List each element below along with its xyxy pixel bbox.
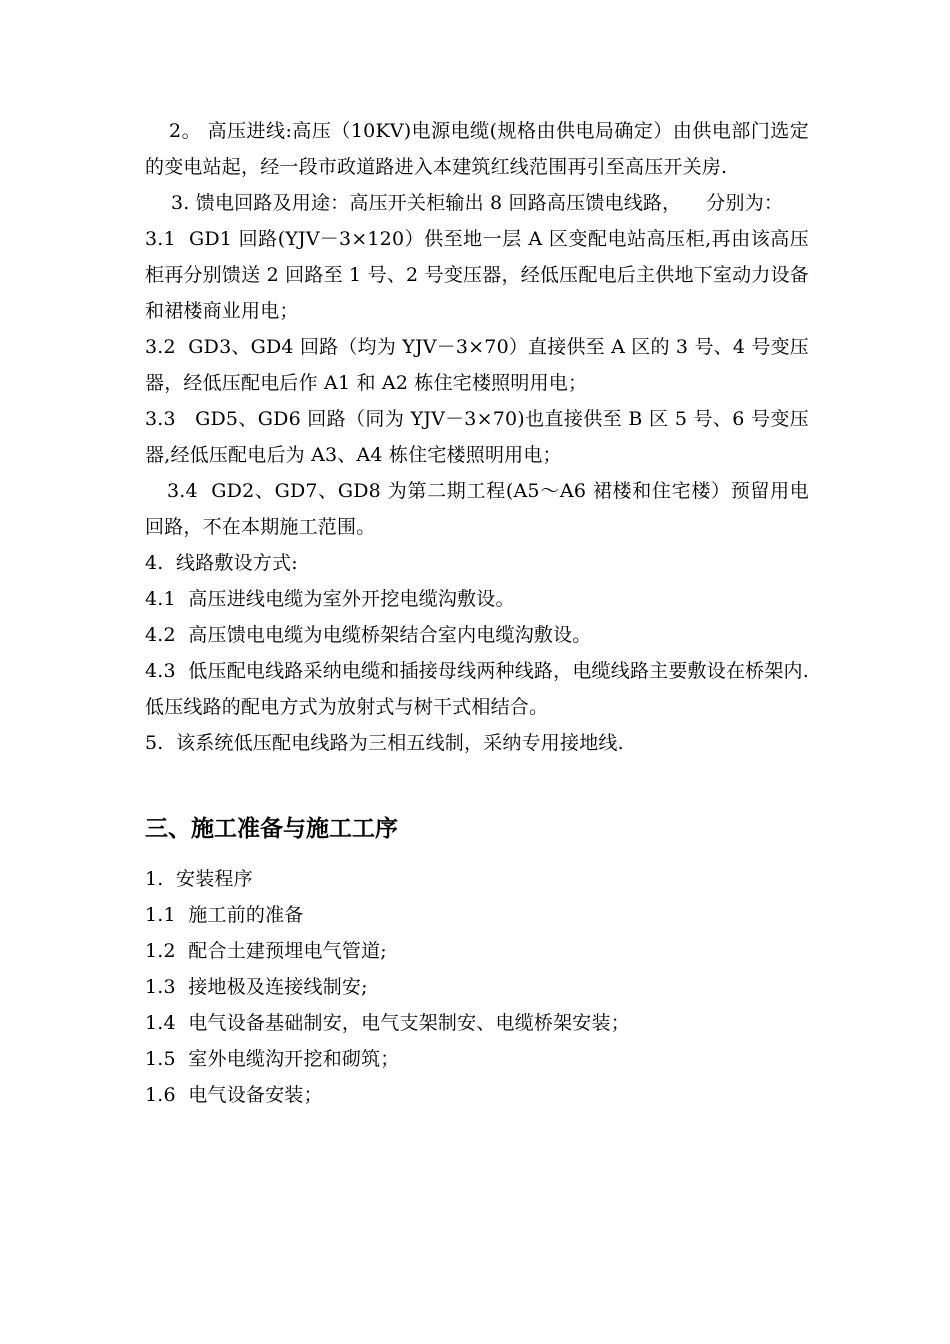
- list-item-1-1: 1.1 施工前的准备: [145, 904, 304, 926]
- list-item-1: 1. 安装程序: [145, 868, 253, 890]
- paragraph-3-3: 3.3 GD5、GD6 回路（同为 YJV－3×70)也直接供至 B 区 5 号、6 号变压器,经低压配电后为 A3、A4 栋住宅楼照明用电；: [145, 408, 809, 466]
- paragraph-5: 5. 该系统低压配电线路为三相五线制，采纳专用接地线.: [145, 732, 624, 754]
- paragraph-feeder-circuits: 3. 馈电回路及用途：高压开关柜输出 8 回路高压馈电线路， 分别为：: [171, 192, 784, 214]
- list-item-1-5: 1.5 室外电缆沟开挖和砌筑；: [145, 1048, 400, 1070]
- paragraph-4-1: 4.1 高压进线电缆为室外开挖电缆沟敷设。: [145, 588, 515, 610]
- document-page: [145, 113, 809, 1113]
- paragraph-4-3: 4.3 低压配电线路采纳电缆和插接母线两种线路，电缆线路主要敷设在桥架内.低压线路的配电方式为放射式与树干式相结合。: [145, 660, 809, 718]
- list-item-1-4: 1.4 电气设备基础制安，电气支架制安、电缆桥架安装；: [145, 1012, 630, 1034]
- list-item-1-6: 1.6 电气设备安装；: [145, 1084, 323, 1106]
- paragraph-3-1: 3.1 GD1 回路(YJV－3×120）供至地一层 A 区变配电站高压柜,再由该高压柜再分别馈送 2 回路至 1 号、2 号变压器，经低压配电后主供地下室动力设备和裙楼商业用电；: [145, 228, 809, 322]
- list-item-1-2: 1.2 配合土建预埋电气管道;: [145, 940, 387, 962]
- paragraph-3-4: 3.4 GD2、GD7、GD8 为第二期工程(A5～A6 裙楼和住宅楼）预留用电回路，不在本期施工范围。: [145, 480, 809, 538]
- section-heading: 三、施工准备与施工工序: [145, 816, 398, 842]
- paragraph-high-voltage-incoming: 2。 高压进线:高压（10KV)电源电缆(规格由供电局确定）由供电部门选定的变电站起，经一段市政道路进入本建筑红线范围再引至高压开关房.: [145, 120, 809, 178]
- paragraph-4: 4. 线路敷设方式:: [145, 552, 298, 574]
- paragraph-4-2: 4.2 高压馈电电缆为电缆桥架结合室内电缆沟敷设。: [145, 624, 592, 646]
- paragraph-3-2: 3.2 GD3、GD4 回路（均为 YJV－3×70）直接供至 A 区的 3 号、4 号变压器，经低压配电后作 A1 和 A2 栋住宅楼照明用电；: [145, 336, 809, 394]
- list-item-1-3: 1.3 接地极及连接线制安;: [145, 976, 368, 998]
